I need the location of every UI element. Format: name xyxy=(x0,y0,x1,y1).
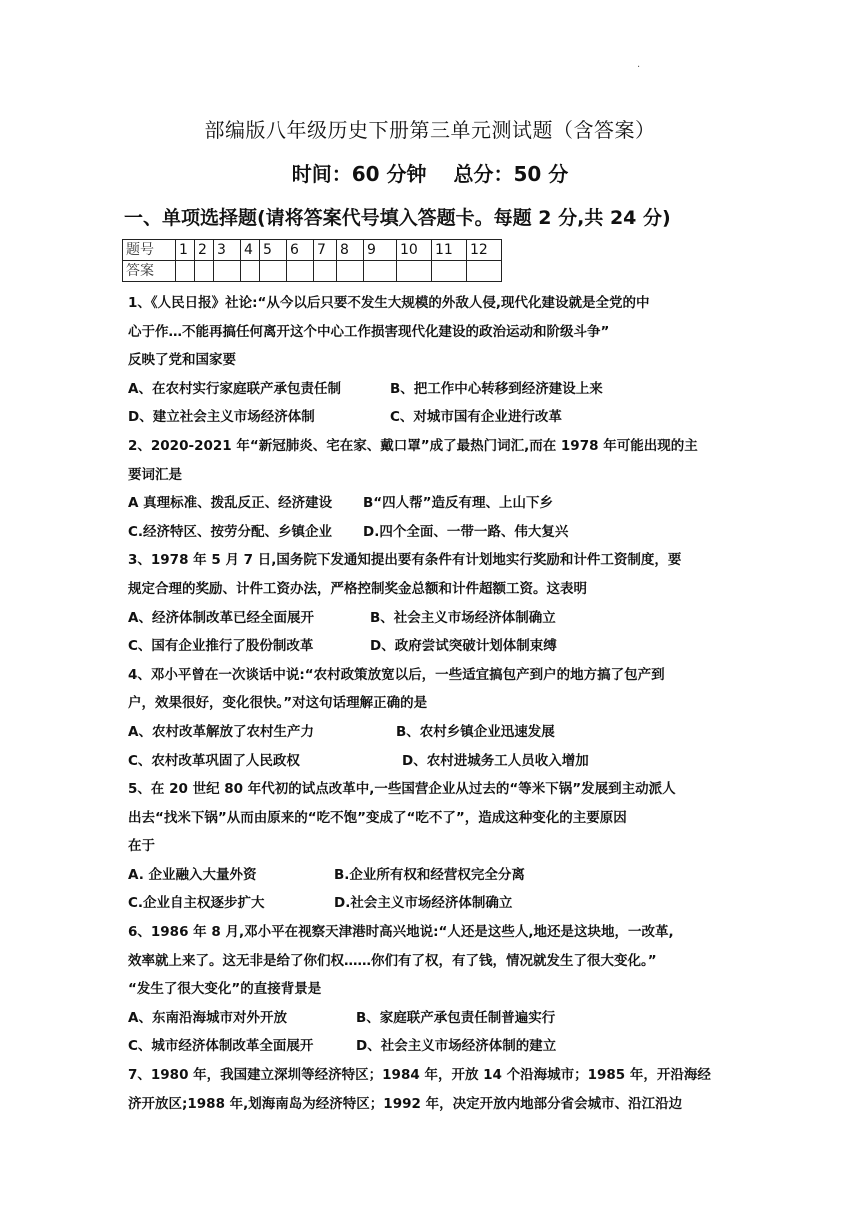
question-number-cell: 5 xyxy=(260,240,287,261)
question-number-cell: 10 xyxy=(397,240,432,261)
answer-cell[interactable] xyxy=(260,261,287,282)
answer-cell[interactable] xyxy=(287,261,314,282)
answer-cell[interactable] xyxy=(241,261,260,282)
option-b[interactable]: B.企业所有权和经营权完全分离 xyxy=(334,866,525,883)
option-d[interactable]: D、农村进城务工人员收入增加 xyxy=(402,752,589,769)
option-b[interactable]: B、家庭联产承包责任制普遍实行 xyxy=(356,1009,556,1026)
option-a[interactable]: A、经济体制改革已经全面展开 xyxy=(128,609,314,626)
question-number-cell: 6 xyxy=(287,240,314,261)
question-1-line: 1、《人民日报》社论:“从今以后只要不发生大规模的外敌人侵,现代化建设就是全党的中 xyxy=(128,295,650,311)
option-b[interactable]: B“四人帮”造反有理、上山下乡 xyxy=(363,495,554,512)
option-d[interactable]: D、政府尝试突破计划体制束缚 xyxy=(370,638,557,655)
question-number-cell: 3 xyxy=(214,240,241,261)
answer-cell[interactable] xyxy=(176,261,195,282)
option-b[interactable]: B、社会主义市场经济体制确立 xyxy=(370,609,556,626)
question-5-line: 出去“找米下锅”从而由原来的“吃不饱”变成了“吃不了”，造成这种变化的主要原因 xyxy=(128,809,627,826)
question-1-options-row xyxy=(128,375,740,404)
question-5-options-row xyxy=(128,889,740,918)
question-2-line: 2、2020-2021 年“新冠肺炎、宅在家、戴口罩”成了最热门词汇,而在 1978 年可能出现的主 xyxy=(128,437,698,454)
option-c[interactable]: C、国有企业推行了股份制改革 xyxy=(128,638,314,655)
question-number-cell: 12 xyxy=(467,240,502,261)
question-5-options-row xyxy=(128,861,740,890)
question-2-options-row xyxy=(128,518,740,547)
question-number-cell: 2 xyxy=(195,240,214,261)
answer-cell[interactable] xyxy=(337,261,364,282)
question-number-cell: 11 xyxy=(432,240,467,261)
row-label-answer: 答案 xyxy=(123,261,176,282)
answer-cell[interactable] xyxy=(397,261,432,282)
question-2-line: 要词汇是 xyxy=(128,466,182,483)
question-list xyxy=(128,289,740,1118)
question-3-options-row xyxy=(128,632,740,661)
question-2-options-row xyxy=(128,489,740,518)
option-d[interactable]: D.四个全面、一带一路、伟大复兴 xyxy=(363,523,569,540)
answer-cell[interactable] xyxy=(432,261,467,282)
answer-cell[interactable] xyxy=(195,261,214,282)
question-5-line: 5、在 20 世纪 80 年代初的试点改革中,一些国营企业从过去的“等米下锅”发展到主动派人 xyxy=(128,781,676,798)
question-number-cell: 8 xyxy=(337,240,364,261)
question-6-options-row xyxy=(128,1004,740,1033)
option-d[interactable]: D、社会主义市场经济体制的建立 xyxy=(356,1038,557,1055)
question-3-options-row xyxy=(128,604,740,633)
answer-table-number-row xyxy=(123,240,502,261)
option-d[interactable]: D、建立社会主义市场经济体制 xyxy=(128,409,315,426)
question-5-line: 在于 xyxy=(128,838,155,855)
question-6-line: “发生了很大变化”的直接背景是 xyxy=(128,981,322,998)
option-c[interactable]: C.经济特区、按劳分配、乡镇企业 xyxy=(128,523,333,540)
corner-mark: · xyxy=(637,62,641,73)
page-title: 部编版八年级历史下册第三单元测试题（含答案） xyxy=(204,118,656,142)
question-1-options-row xyxy=(128,403,740,432)
option-c[interactable]: C、城市经济体制改革全面展开 xyxy=(128,1038,314,1055)
answer-table xyxy=(122,239,502,282)
question-4-options-row xyxy=(128,718,740,747)
question-6-options-row xyxy=(128,1032,740,1061)
answer-table-answer-row xyxy=(123,261,502,282)
option-c[interactable]: C、农村改革巩固了人民政权 xyxy=(128,752,300,769)
question-7-line: 济开放区;1988 年,划海南岛为经济特区；1992 年，决定开放内地部分省会城市、沿江沿边 xyxy=(128,1095,683,1112)
row-label-number: 题号 xyxy=(123,240,176,261)
option-b[interactable]: B、把工作中心转移到经济建设上来 xyxy=(390,380,603,397)
question-4-line: 户，效果很好，变化很快。”对这句话理解正确的是 xyxy=(128,695,428,712)
answer-cell[interactable] xyxy=(364,261,397,282)
question-3-line: 规定合理的奖励、计件工资办法，严格控制奖金总额和计件超额工资。这表明 xyxy=(128,580,587,597)
question-6-line: 效率就上来了。这无非是给了你们权……你们有了权，有了钱，情况就发生了很大变化。” xyxy=(128,952,657,969)
question-4-options-row xyxy=(128,747,740,776)
answer-cell[interactable] xyxy=(467,261,502,282)
answer-cell[interactable] xyxy=(214,261,241,282)
option-b[interactable]: B、农村乡镇企业迅速发展 xyxy=(396,723,555,740)
option-a[interactable]: A 真理标准、拨乱反正、经济建设 xyxy=(128,495,333,512)
exam-info: 时间：60 分钟 总分：50 分 xyxy=(291,162,569,186)
question-7-line: 7、1980 年，我国建立深圳等经济特区；1984 年，开放 14 个沿海城市；1985 年，开沿海经 xyxy=(128,1067,711,1084)
question-number-cell: 7 xyxy=(314,240,337,261)
option-c[interactable]: C、对城市国有企业进行改革 xyxy=(390,409,562,426)
option-a[interactable]: A、在农村实行家庭联产承包责任制 xyxy=(128,380,341,397)
answer-cell[interactable] xyxy=(314,261,337,282)
question-1-line: 心于作…不能再搞任何离开这个中心工作损害现代化建设的政治运动和阶级斗争” xyxy=(128,323,610,340)
option-c[interactable]: C.企业自主权逐步扩大 xyxy=(128,895,265,912)
question-4-line: 4、邓小平曾在一次谈话中说:“农村政策放宽以后，一些适宜搞包产到户的地方搞了包产到 xyxy=(128,666,665,683)
question-6-line: 6、1986 年 8 月,邓小平在视察天津港时高兴地说:“人还是这些人,地还是这块地，一改革, xyxy=(128,924,674,941)
question-number-cell: 4 xyxy=(241,240,260,261)
question-3-line: 3、1978 年 5 月 7 日,国务院下发通知提出要有条件有计划地实行奖励和计件工资制度，要 xyxy=(128,552,682,569)
section-heading: 一、单项选择题(请将答案代号填入答题卡。每题 2 分,共 24 分) xyxy=(124,207,671,229)
question-1-line: 反映了党和国家要 xyxy=(128,352,236,369)
option-d[interactable]: D.社会主义市场经济体制确立 xyxy=(334,895,513,912)
question-number-cell: 9 xyxy=(364,240,397,261)
option-a[interactable]: A、农村改革解放了农村生产力 xyxy=(128,723,314,740)
option-a[interactable]: A. 企业融入大量外资 xyxy=(128,866,257,883)
question-number-cell: 1 xyxy=(176,240,195,261)
option-a[interactable]: A、东南沿海城市对外开放 xyxy=(128,1009,287,1026)
